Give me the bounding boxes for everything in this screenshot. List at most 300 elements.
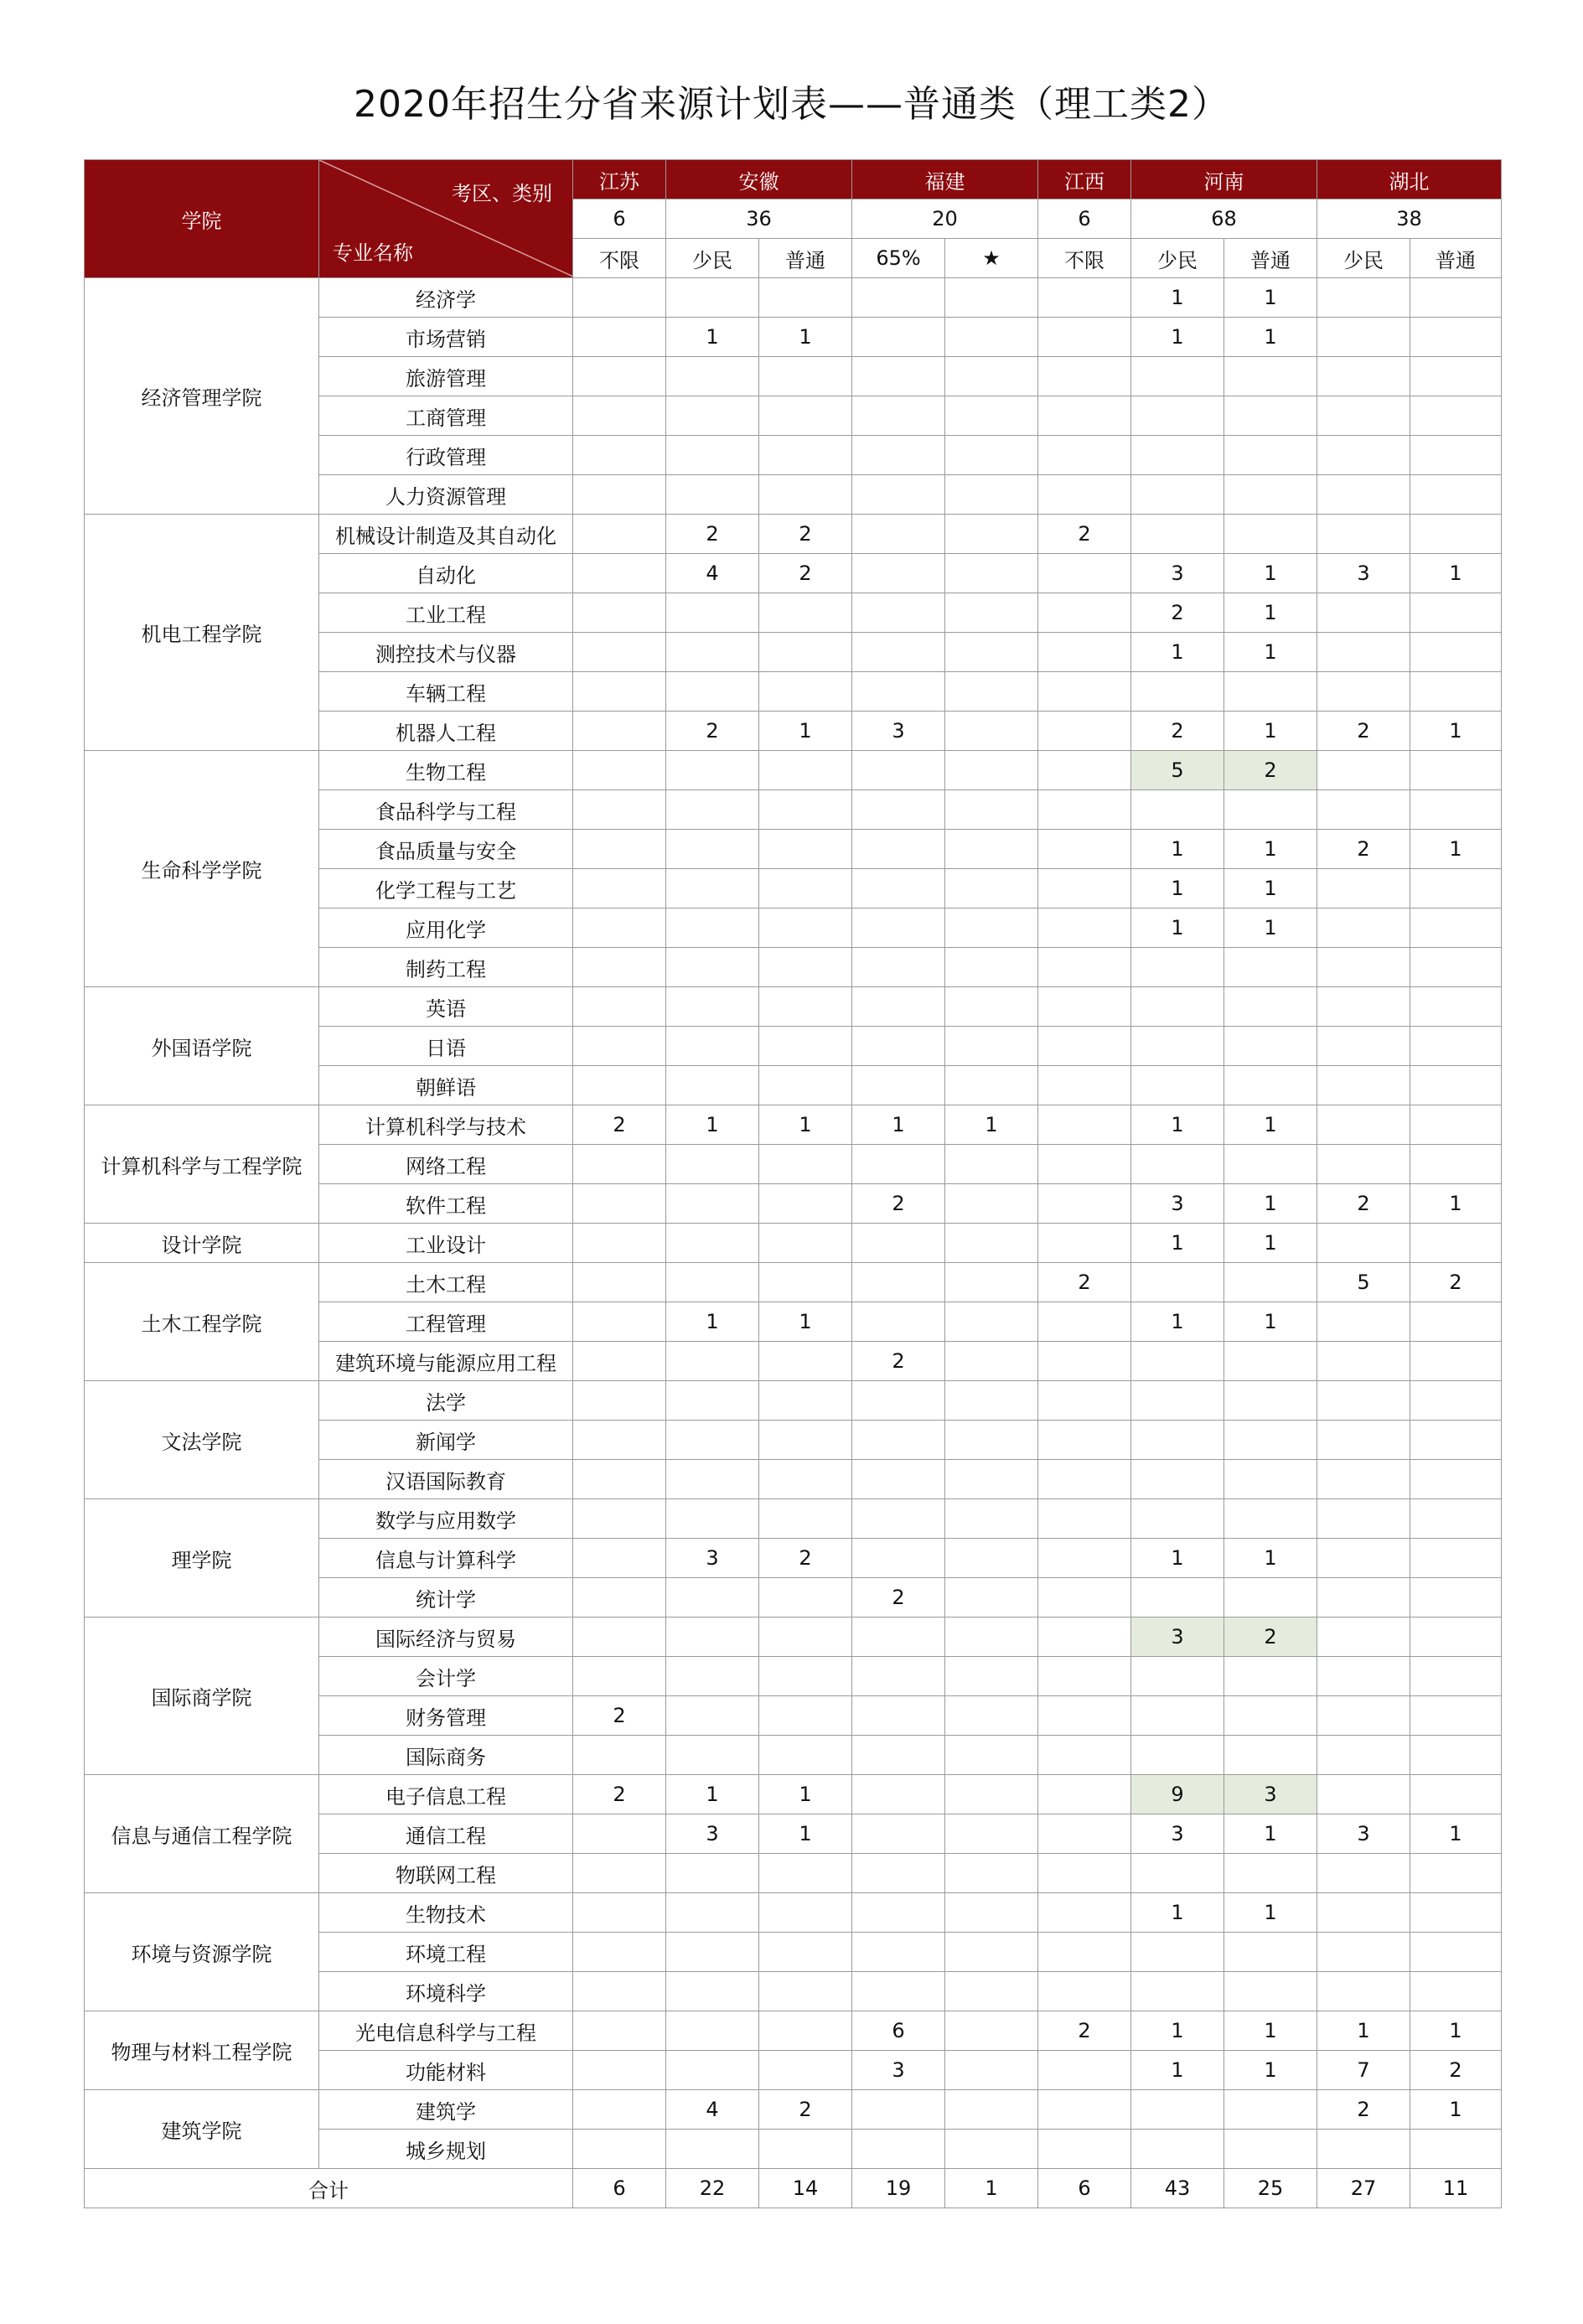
total-fujian: 20	[852, 199, 1038, 239]
quota-cell	[945, 515, 1038, 554]
quota-cell	[1131, 1578, 1224, 1617]
quota-cell: 2	[1224, 751, 1317, 790]
quota-cell: 1	[666, 1302, 759, 1342]
quota-cell	[852, 436, 945, 475]
major-name: 会计学	[319, 1657, 573, 1696]
major-name: 旅游管理	[319, 357, 573, 396]
quota-cell	[1317, 1381, 1410, 1421]
quota-cell	[573, 1145, 666, 1184]
quota-cell	[1410, 751, 1502, 790]
quota-cell	[573, 2090, 666, 2130]
quota-cell: 1	[1131, 869, 1224, 908]
quota-cell	[573, 672, 666, 712]
quota-cell	[852, 1657, 945, 1696]
quota-cell	[1038, 987, 1131, 1027]
quota-cell	[1317, 515, 1410, 554]
quota-cell	[1131, 357, 1224, 396]
quota-cell	[1038, 396, 1131, 436]
quota-cell: 2	[759, 1539, 852, 1578]
province-jiangsu: 江苏	[573, 160, 666, 199]
quota-cell	[945, 357, 1038, 396]
quota-cell	[945, 396, 1038, 436]
quota-cell	[759, 1421, 852, 1460]
quota-cell	[1224, 1263, 1317, 1302]
quota-cell	[1317, 672, 1410, 712]
major-name: 物联网工程	[319, 1854, 573, 1893]
quota-cell: 2	[759, 2090, 852, 2130]
quota-cell	[852, 475, 945, 515]
quota-cell	[666, 278, 759, 318]
quota-cell	[573, 1381, 666, 1421]
quota-cell	[666, 1381, 759, 1421]
quota-cell	[1038, 1224, 1131, 1263]
quota-cell	[1410, 908, 1502, 948]
page-title: 2020年招生分省来源计划表——普通类（理工类2）	[354, 83, 1229, 126]
quota-cell	[666, 1736, 759, 1775]
total-cell: 27	[1317, 2169, 1410, 2208]
quota-cell	[945, 1775, 1038, 1814]
quota-cell	[852, 357, 945, 396]
quota-cell	[1224, 396, 1317, 436]
quota-cell	[852, 1263, 945, 1302]
quota-cell	[666, 830, 759, 869]
type-jiangsu-unlimited: 不限	[573, 239, 666, 278]
quota-cell	[573, 1184, 666, 1224]
quota-cell	[945, 1066, 1038, 1105]
type-henan-general: 普通	[1224, 239, 1317, 278]
quota-cell: 1	[1131, 908, 1224, 948]
major-name: 计算机科学与技术	[319, 1105, 573, 1145]
quota-cell: 1	[1224, 2011, 1317, 2051]
quota-cell	[759, 869, 852, 908]
quota-cell	[1317, 948, 1410, 987]
quota-cell	[852, 1854, 945, 1893]
quota-cell	[573, 1972, 666, 2011]
total-cell: 6	[1038, 2169, 1131, 2208]
quota-cell: 6	[852, 2011, 945, 2051]
table-row	[85, 987, 1502, 1027]
major-name: 机械设计制造及其自动化	[319, 515, 573, 554]
quota-cell	[852, 948, 945, 987]
quota-cell	[666, 2051, 759, 2090]
quota-cell	[1410, 1421, 1502, 1460]
quota-cell	[1317, 318, 1410, 357]
quota-cell	[1410, 1854, 1502, 1893]
type-jiangxi-unlimited: 不限	[1038, 239, 1131, 278]
quota-cell	[666, 1854, 759, 1893]
quota-cell	[1038, 1421, 1131, 1460]
quota-cell: 1	[1131, 1224, 1224, 1263]
quota-cell	[852, 318, 945, 357]
quota-cell	[1038, 908, 1131, 948]
quota-cell	[759, 278, 852, 318]
quota-cell	[1317, 1499, 1410, 1539]
quota-cell	[1317, 987, 1410, 1027]
quota-cell: 3	[666, 1539, 759, 1578]
quota-cell	[573, 1578, 666, 1617]
quota-cell	[573, 830, 666, 869]
quota-cell: 5	[1131, 751, 1224, 790]
quota-cell	[1038, 2130, 1131, 2169]
total-anhui: 36	[666, 199, 852, 239]
quota-cell	[666, 1421, 759, 1460]
table-row	[85, 278, 1502, 318]
quota-cell: 2	[666, 515, 759, 554]
quota-cell	[1410, 1933, 1502, 1972]
province-anhui: 安徽	[666, 160, 852, 199]
quota-cell: 2	[759, 515, 852, 554]
quota-cell	[759, 396, 852, 436]
quota-cell	[1038, 2051, 1131, 2090]
quota-cell: 1	[1224, 1224, 1317, 1263]
quota-cell: 1	[1224, 1539, 1317, 1578]
quota-cell	[573, 1893, 666, 1933]
quota-cell	[852, 672, 945, 712]
quota-cell: 2	[1317, 2090, 1410, 2130]
quota-cell	[1410, 633, 1502, 672]
quota-cell: 1	[1131, 1302, 1224, 1342]
quota-cell	[1224, 436, 1317, 475]
quota-cell	[759, 830, 852, 869]
quota-cell	[573, 554, 666, 593]
quota-cell	[1317, 1105, 1410, 1145]
diagonal-header-cell	[319, 160, 573, 278]
quota-cell	[1410, 1460, 1502, 1499]
quota-cell	[1410, 672, 1502, 712]
quota-cell: 1	[1224, 278, 1317, 318]
quota-cell	[945, 1972, 1038, 2011]
table-row	[85, 1263, 1502, 1302]
quota-cell	[1038, 1499, 1131, 1539]
major-name: 测控技术与仪器	[319, 633, 573, 672]
major-name: 法学	[319, 1381, 573, 1421]
quota-cell	[759, 751, 852, 790]
major-name: 工商管理	[319, 396, 573, 436]
quota-cell	[1317, 633, 1410, 672]
quota-cell	[573, 318, 666, 357]
quota-cell: 1	[1410, 830, 1502, 869]
major-name: 制药工程	[319, 948, 573, 987]
quota-cell: 1	[1131, 1893, 1224, 1933]
college-name: 文法学院	[85, 1381, 319, 1499]
quota-cell: 3	[666, 1814, 759, 1854]
quota-cell	[1410, 987, 1502, 1027]
quota-cell	[1410, 318, 1502, 357]
college-name: 理学院	[85, 1499, 319, 1617]
quota-cell	[1038, 1460, 1131, 1499]
college-name: 环境与资源学院	[85, 1893, 319, 2011]
quota-cell	[945, 436, 1038, 475]
quota-cell	[1131, 790, 1224, 830]
quota-cell	[1410, 1696, 1502, 1736]
province-fujian: 福建	[852, 160, 1038, 199]
quota-cell: 1	[1131, 1539, 1224, 1578]
quota-cell	[1038, 554, 1131, 593]
quota-cell	[1224, 1145, 1317, 1184]
quota-cell	[1410, 515, 1502, 554]
quota-cell	[1317, 1657, 1410, 1696]
quota-cell	[759, 1736, 852, 1775]
quota-cell	[945, 2090, 1038, 2130]
quota-cell: 1	[666, 1775, 759, 1814]
quota-cell: 2	[1038, 1263, 1131, 1302]
college-name: 信息与通信工程学院	[85, 1775, 319, 1893]
quota-cell	[573, 357, 666, 396]
quota-cell	[573, 475, 666, 515]
total-cell: 6	[573, 2169, 666, 2208]
quota-cell	[666, 1184, 759, 1224]
quota-cell: 1	[1410, 2011, 1502, 2051]
quota-cell	[1317, 869, 1410, 908]
table-row	[85, 1499, 1502, 1539]
quota-cell	[1224, 475, 1317, 515]
quota-cell	[573, 1302, 666, 1342]
quota-cell	[1131, 1066, 1224, 1105]
quota-cell	[1038, 633, 1131, 672]
quota-cell: 1	[1224, 908, 1317, 948]
total-cell: 1	[945, 2169, 1038, 2208]
quota-cell: 1	[1131, 830, 1224, 869]
quota-cell	[666, 790, 759, 830]
quota-cell	[573, 2011, 666, 2051]
major-name: 市场营销	[319, 318, 573, 357]
quota-cell	[852, 1302, 945, 1342]
quota-cell	[1038, 1105, 1131, 1145]
quota-cell	[573, 278, 666, 318]
quota-cell	[759, 1617, 852, 1657]
quota-cell	[573, 2130, 666, 2169]
major-name: 汉语国际教育	[319, 1460, 573, 1499]
major-name: 工业设计	[319, 1224, 573, 1263]
quota-cell: 3	[1131, 1184, 1224, 1224]
table-row	[85, 515, 1502, 554]
region-category-label: 考区、类别	[452, 182, 552, 205]
quota-cell: 1	[1224, 554, 1317, 593]
quota-cell	[945, 1657, 1038, 1696]
quota-cell	[573, 2051, 666, 2090]
quota-cell	[945, 1814, 1038, 1854]
major-name: 机器人工程	[319, 712, 573, 751]
total-jiangxi: 6	[1038, 199, 1131, 239]
quota-cell	[1317, 1775, 1410, 1814]
quota-cell	[666, 1893, 759, 1933]
quota-cell	[945, 1302, 1038, 1342]
quota-cell	[945, 751, 1038, 790]
quota-cell: 2	[1131, 712, 1224, 751]
quota-cell	[1038, 278, 1131, 318]
major-name: 日语	[319, 1027, 573, 1066]
major-name: 英语	[319, 987, 573, 1027]
college-name: 机电工程学院	[85, 515, 319, 751]
type-hubei-general: 普通	[1410, 239, 1502, 278]
quota-cell	[852, 633, 945, 672]
quota-cell	[1224, 1578, 1317, 1617]
quota-cell	[573, 515, 666, 554]
quota-cell	[1131, 1421, 1224, 1460]
quota-cell	[759, 790, 852, 830]
quota-cell	[852, 1145, 945, 1184]
quota-cell	[1317, 1421, 1410, 1460]
quota-cell	[945, 712, 1038, 751]
major-name: 工程管理	[319, 1302, 573, 1342]
quota-cell	[1038, 1184, 1131, 1224]
quota-cell	[1038, 1893, 1131, 1933]
quota-cell	[666, 1696, 759, 1736]
total-row	[85, 2169, 1502, 2208]
quota-cell	[945, 1854, 1038, 1893]
quota-cell	[1038, 357, 1131, 396]
quota-cell	[1038, 1539, 1131, 1578]
quota-cell: 2	[1131, 593, 1224, 633]
total-cell: 25	[1224, 2169, 1317, 2208]
quota-cell	[666, 475, 759, 515]
table-row	[85, 1617, 1502, 1657]
quota-cell	[852, 515, 945, 554]
quota-cell	[1131, 515, 1224, 554]
quota-cell: 1	[759, 1302, 852, 1342]
quota-cell	[1224, 790, 1317, 830]
quota-cell: 4	[666, 2090, 759, 2130]
quota-cell	[759, 357, 852, 396]
quota-cell	[759, 633, 852, 672]
quota-cell	[573, 1421, 666, 1460]
province-jiangxi: 江西	[1038, 160, 1131, 199]
quota-cell	[666, 593, 759, 633]
quota-cell	[759, 2130, 852, 2169]
major-name: 国际商务	[319, 1736, 573, 1775]
quota-cell: 1	[1224, 1302, 1317, 1342]
quota-cell	[1131, 1263, 1224, 1302]
quota-cell	[1317, 1578, 1410, 1617]
quota-cell	[1131, 1499, 1224, 1539]
quota-cell	[1038, 1854, 1131, 1893]
major-name-label: 专业名称	[333, 241, 413, 265]
quota-cell	[1224, 1933, 1317, 1972]
type-hubei-minority: 少民	[1317, 239, 1410, 278]
quota-cell: 1	[1224, 1105, 1317, 1145]
quota-cell	[852, 1893, 945, 1933]
major-name: 建筑环境与能源应用工程	[319, 1342, 573, 1381]
quota-cell	[1224, 1342, 1317, 1381]
table-row	[85, 751, 1502, 790]
quota-cell	[666, 633, 759, 672]
quota-cell	[852, 2130, 945, 2169]
quota-cell	[759, 2011, 852, 2051]
quota-cell	[759, 672, 852, 712]
quota-cell	[945, 1578, 1038, 1617]
quota-cell	[852, 908, 945, 948]
quota-cell	[1224, 2090, 1317, 2130]
major-name: 食品科学与工程	[319, 790, 573, 830]
quota-cell	[573, 593, 666, 633]
quota-cell	[1131, 948, 1224, 987]
quota-cell	[573, 1814, 666, 1854]
quota-cell	[666, 987, 759, 1027]
quota-cell	[852, 1499, 945, 1539]
quota-cell	[1410, 948, 1502, 987]
quota-cell	[1410, 1736, 1502, 1775]
total-hubei: 38	[1317, 199, 1502, 239]
quota-cell	[573, 1539, 666, 1578]
quota-cell	[1317, 1027, 1410, 1066]
quota-cell	[1410, 869, 1502, 908]
type-anhui-general: 普通	[759, 239, 852, 278]
quota-cell	[1224, 948, 1317, 987]
major-name: 软件工程	[319, 1184, 573, 1224]
quota-cell	[666, 1027, 759, 1066]
quota-cell	[852, 1460, 945, 1499]
quota-cell	[852, 1066, 945, 1105]
quota-cell	[1224, 1696, 1317, 1736]
quota-cell	[1410, 475, 1502, 515]
table-row	[85, 1775, 1502, 1814]
quota-cell	[573, 1460, 666, 1499]
quota-cell: 1	[1410, 712, 1502, 751]
quota-cell	[852, 1421, 945, 1460]
quota-cell	[852, 593, 945, 633]
major-name: 人力资源管理	[319, 475, 573, 515]
quota-cell	[1317, 2130, 1410, 2169]
college-name: 计算机科学与工程学院	[85, 1105, 319, 1224]
quota-cell	[573, 1499, 666, 1539]
total-cell: 14	[759, 2169, 852, 2208]
total-cell: 11	[1410, 2169, 1502, 2208]
quota-cell: 1	[1131, 318, 1224, 357]
quota-cell	[1224, 1972, 1317, 2011]
quota-cell	[1038, 1342, 1131, 1381]
quota-cell: 3	[852, 2051, 945, 2090]
quota-cell	[852, 1539, 945, 1578]
quota-cell	[1224, 1421, 1317, 1460]
quota-cell	[666, 948, 759, 987]
quota-cell	[1224, 1381, 1317, 1421]
quota-cell	[1317, 1539, 1410, 1578]
quota-cell	[666, 357, 759, 396]
quota-cell: 1	[1224, 1184, 1317, 1224]
table-row	[85, 2011, 1502, 2051]
college-header: 学院	[85, 160, 319, 278]
quota-cell	[573, 1617, 666, 1657]
college-name: 设计学院	[85, 1224, 319, 1263]
quota-cell: 2	[852, 1184, 945, 1224]
quota-cell	[945, 1381, 1038, 1421]
total-cell: 22	[666, 2169, 759, 2208]
quota-cell: 1	[1224, 830, 1317, 869]
quota-cell	[945, 1696, 1038, 1736]
quota-cell: 1	[1131, 2051, 1224, 2090]
quota-cell	[1410, 1381, 1502, 1421]
quota-cell: 1	[1224, 1814, 1317, 1854]
major-name: 车辆工程	[319, 672, 573, 712]
quota-cell	[852, 554, 945, 593]
province-henan: 河南	[1131, 160, 1317, 199]
college-name: 国际商学院	[85, 1617, 319, 1775]
quota-cell: 2	[1317, 830, 1410, 869]
quota-cell	[945, 554, 1038, 593]
quota-cell: 2	[1038, 515, 1131, 554]
quota-cell	[945, 1342, 1038, 1381]
quota-cell	[945, 869, 1038, 908]
quota-cell	[1038, 1578, 1131, 1617]
quota-cell	[666, 1145, 759, 1184]
total-cell: 19	[852, 2169, 945, 2208]
quota-cell	[1224, 1736, 1317, 1775]
quota-cell	[666, 751, 759, 790]
quota-cell: 2	[573, 1696, 666, 1736]
quota-cell	[852, 987, 945, 1027]
major-name: 统计学	[319, 1578, 573, 1617]
quota-cell	[573, 1736, 666, 1775]
